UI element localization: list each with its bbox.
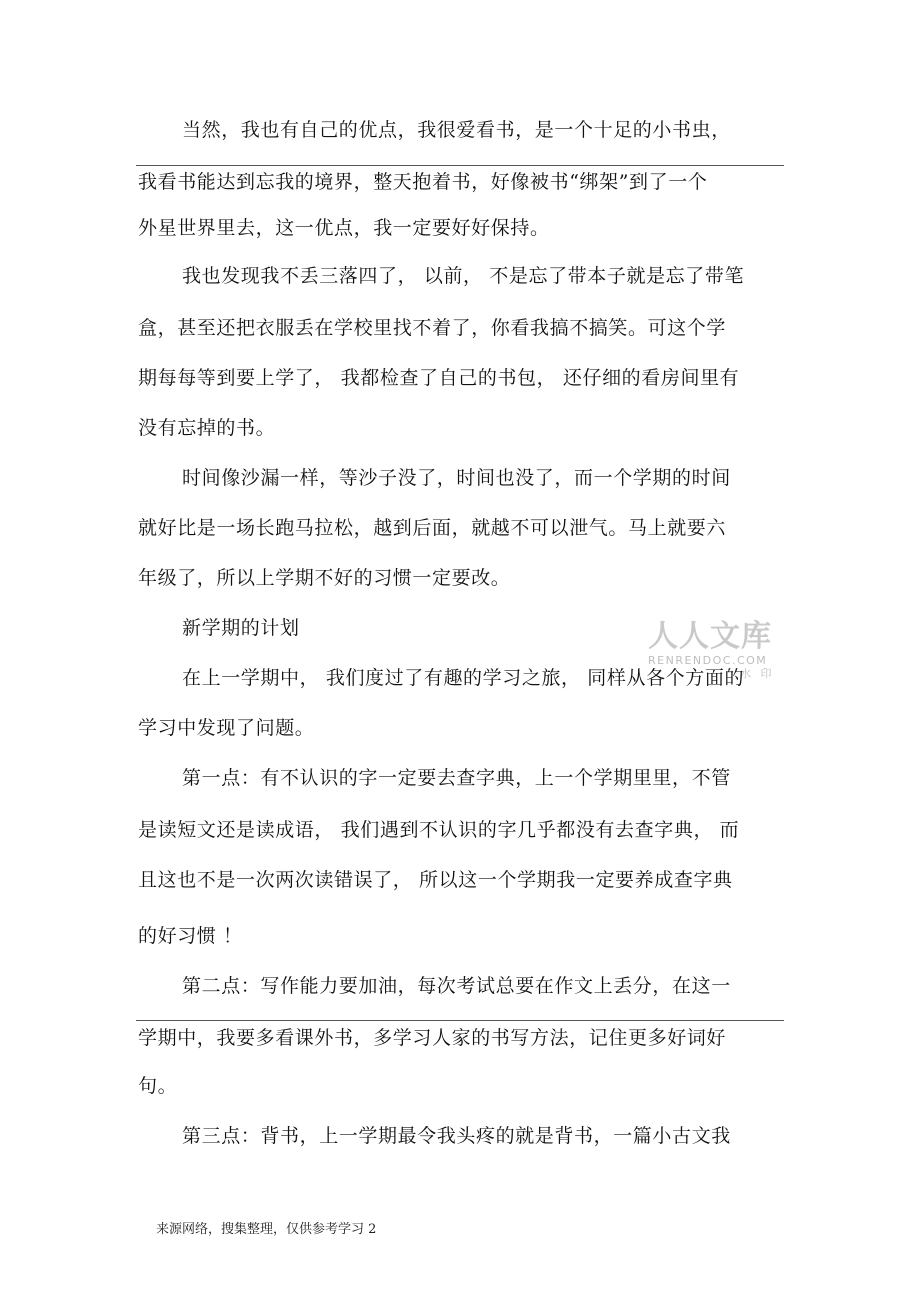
horizontal-rule [136,1020,784,1021]
paragraph-6-line-3: 句。 [138,1075,178,1097]
paragraph-3-line-2: 就好比是一场长跑马拉松，越到后面，就越不可以泄气。马上就要六 [138,517,727,539]
watermark-sub-text: RENRENDOC.COM [648,654,768,667]
paragraph-2-line-4: 没有忘掉的书。 [138,417,276,439]
paragraph-1-line-3: 外星世界里去，这一优点，我一定要好好保持。 [138,217,550,239]
paragraph-4-line-1: 在上一学期中， 我们度过了有趣的学习之旅， 同样从各个方面的 [182,667,745,689]
paragraph-1-line-2: 我看书能达到忘我的境界，整天抱着书，好像被书“绑架”到了一个 [138,171,708,193]
paragraph-3-line-3: 年级了，所以上学期不好的习惯一定要改。 [138,567,511,589]
paragraph-5-line-2: 是读短文还是读成语， 我们遇到不认识的字几乎都没有去查字典， 而 [138,819,740,841]
watermark-tag-text: 水 印 [740,667,775,680]
paragraph-3-line-1: 时间像沙漏一样，等沙子没了，时间也没了，而一个学期的时间 [182,467,731,489]
paragraph-7-line-1: 第三点：背书，上一学期最令我头疼的就是背书，一篇小古文我 [182,1125,731,1147]
paragraph-6-line-1: 第二点：写作能力要加油，每次考试总要在作文上丢分，在这一 [182,975,731,997]
page-footer: 来源网络，搜集整理，仅供参考学习 2 [156,1222,377,1237]
paragraph-6-line-2: 学期中，我要多看课外书，多学习人家的书写方法，记住更多好词好 [138,1027,727,1049]
watermark-main-text: 人人文库 [648,619,772,654]
paragraph-1-line-1: 当然，我也有自己的优点，我很爱看书，是一个十足的小书虫， [182,119,731,141]
paragraph-2-line-2: 盒，甚至还把衣服丢在学校里找不着了，你看我搞不搞笑。可这个学 [138,317,727,339]
paragraph-5-line-1: 第一点：有不认识的字一定要去查字典，上一个学期里里，不管 [182,767,731,789]
paragraph-2-line-3: 期每每等到要上学了， 我都检查了自己的书包， 还仔细的看房间里有 [138,367,740,389]
paragraph-4-line-2: 学习中发现了问题。 [138,717,315,739]
paragraph-2-line-1: 我也发现我不丢三落四了， 以前， 不是忘了带本子就是忘了带笔 [182,265,745,287]
horizontal-rule [136,165,784,166]
paragraph-5-line-4: 的好习惯 ！ [138,925,243,947]
section-heading: 新学期的计划 [182,617,300,639]
paragraph-5-line-3: 且这也不是一次两次读错误了， 所以这一个学期我一定要养成查字典 [138,869,733,891]
